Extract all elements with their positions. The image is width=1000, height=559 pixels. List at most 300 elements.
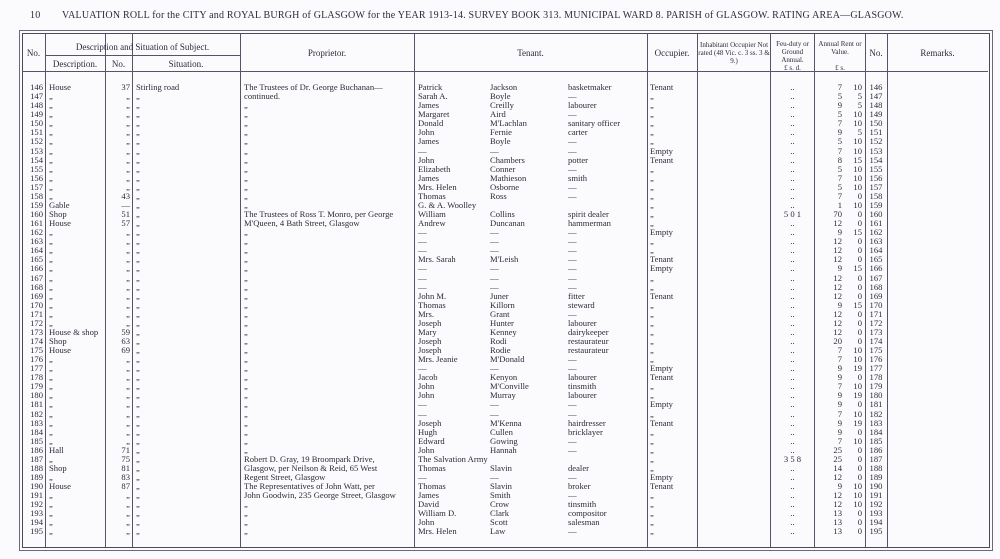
row-number-right: 151 [869, 127, 883, 138]
row-rent-shillings: 10 [853, 499, 862, 510]
row-rent-pounds: 7 [837, 408, 842, 419]
row-proprietor: „ [244, 363, 248, 374]
col-header-tenant: Tenant. [517, 48, 544, 58]
row-occupier: „ [650, 181, 654, 192]
row-rent-pounds: 25 [833, 453, 842, 464]
row-number-right: 152 [869, 136, 883, 147]
row-rent-shillings: 10 [853, 145, 862, 156]
row-house-number: „ [126, 390, 130, 401]
row-rent-shillings: 5 [857, 91, 862, 102]
row-rent-shillings: 5 [857, 100, 862, 111]
row-tenant-occupation: — [568, 263, 577, 274]
row-feu-duty: .. [790, 481, 795, 492]
row-tenant-surname: Crow [490, 499, 510, 510]
row-feu-duty: .. [790, 372, 795, 383]
row-situation: „ [136, 399, 140, 410]
row-tenant-first-name: William [418, 209, 446, 219]
row-number-right: 156 [869, 172, 883, 183]
row-tenant-first-name: Joseph [418, 345, 442, 355]
row-description: „ [49, 100, 53, 111]
col-header-proprietor: Proprietor. [307, 48, 347, 58]
row-proprietor: „ [244, 517, 248, 528]
row-number-right: 185 [869, 435, 883, 446]
row-description: House & shop [49, 326, 99, 337]
row-tenant-surname: Slavin [490, 462, 512, 473]
row-situation: „ [136, 517, 140, 528]
row-proprietor: „ [244, 172, 248, 183]
row-number: 154 [30, 154, 43, 165]
table-row [0, 219, 1000, 228]
row-situation: „ [136, 263, 140, 274]
row-tenant-first-name: — [418, 272, 427, 283]
row-tenant-occupation: — [568, 181, 577, 192]
row-tenant-surname: — [490, 145, 499, 156]
row-rent-shillings: 10 [853, 199, 862, 210]
row-proprietor: „ [244, 290, 248, 301]
row-description: Hall [49, 444, 64, 455]
col-header-no-right: No. [869, 48, 883, 58]
row-feu-duty: .. [790, 472, 795, 482]
row-rent-pounds: 12 [833, 308, 842, 319]
row-description: „ [49, 399, 53, 410]
row-tenant-surname: Conner [490, 163, 516, 174]
row-occupier: „ [650, 245, 654, 256]
row-number-right: 166 [869, 263, 883, 274]
row-situation: „ [136, 308, 140, 319]
row-number: 182 [30, 408, 43, 419]
row-tenant-first-name: Joseph [418, 336, 442, 346]
row-rent-shillings: 10 [853, 136, 862, 147]
row-house-number: „ [126, 372, 130, 383]
row-feu-duty: .. [790, 136, 795, 147]
row-situation: „ [136, 381, 140, 392]
row-tenant-surname: Ross [490, 190, 507, 201]
row-situation: „ [136, 336, 140, 346]
row-tenant-first-name: John [418, 381, 435, 392]
row-number-right: 169 [869, 290, 883, 301]
row-number: 150 [30, 118, 43, 129]
row-rent-shillings: 10 [853, 490, 862, 501]
row-tenant-first-name: John [418, 390, 435, 401]
row-tenant-first-name: Jacob [418, 372, 438, 383]
row-rent-pounds: 5 [837, 163, 842, 174]
row-house-number: „ [126, 308, 130, 319]
row-tenant-first-name: — [418, 408, 427, 419]
row-occupier: Tenant [650, 290, 674, 301]
row-number: 178 [30, 372, 43, 383]
row-tenant-first-name: Thomas [418, 481, 446, 492]
row-tenant-occupation: hammerman [568, 218, 611, 229]
row-tenant-occupation: smith [568, 172, 588, 183]
row-rent-pounds: 9 [837, 263, 842, 274]
row-number: 188 [30, 462, 43, 473]
row-rent-pounds: 7 [837, 82, 842, 92]
row-house-number: „ [126, 118, 130, 129]
row-description: „ [49, 227, 53, 238]
row-rent-pounds: 9 [837, 100, 842, 111]
row-tenant-surname: Clark [490, 508, 510, 519]
row-number-right: 171 [869, 308, 883, 319]
row-occupier: Tenant [650, 82, 674, 92]
row-rent-shillings: 10 [853, 109, 862, 120]
row-rent-shillings: 15 [853, 227, 862, 238]
row-tenant-surname: Murray [490, 390, 516, 401]
row-tenant-occupation: — [568, 272, 577, 283]
table-row [0, 400, 1000, 409]
row-tenant-surname: Creilly [490, 100, 514, 111]
col-header-rent: Annual Rent or Value. [818, 40, 862, 56]
row-number: 173 [30, 326, 43, 337]
row-tenant-surname: — [490, 399, 499, 410]
row-description: House [49, 82, 71, 92]
row-rent-shillings: 0 [857, 326, 862, 337]
row-number: 164 [30, 245, 43, 256]
row-description: „ [49, 145, 53, 156]
row-proprietor: „ [244, 336, 248, 346]
row-situation: „ [136, 199, 140, 210]
row-tenant-first-name: Andrew [418, 218, 446, 229]
row-house-number: 51 [121, 209, 130, 219]
row-feu-duty: 5 0 1 [783, 209, 802, 219]
row-house-number: „ [126, 245, 130, 256]
row-description: „ [49, 308, 53, 319]
row-description: Gable [49, 199, 70, 210]
row-number: 152 [30, 136, 43, 147]
row-proprietor: „ [244, 109, 248, 120]
table-row [0, 391, 1000, 400]
row-situation: „ [136, 326, 140, 337]
row-description: „ [49, 172, 53, 183]
row-rent-shillings: 0 [857, 245, 862, 256]
row-proprietor: „ [244, 354, 248, 365]
row-situation: Stirling road [136, 82, 180, 92]
row-rent-shillings: 10 [853, 354, 862, 365]
row-occupier: „ [650, 199, 654, 210]
row-occupier: Empty [650, 399, 673, 410]
row-tenant-first-name: Thomas [418, 462, 446, 473]
row-house-number: 81 [121, 462, 130, 473]
row-situation: „ [136, 472, 140, 482]
row-occupier: „ [650, 109, 654, 120]
row-tenant-occupation: — [568, 136, 577, 147]
row-occupier: Empty [650, 227, 673, 238]
row-tenant-surname: M'Donald [490, 354, 525, 365]
row-proprietor: „ [244, 100, 248, 111]
row-feu-duty: 3 5 8 [783, 453, 802, 464]
row-number-right: 175 [869, 345, 883, 355]
row-description: House [49, 218, 71, 229]
row-tenant-surname: Aird [490, 109, 506, 120]
row-tenant-first-name: Mrs. Helen [418, 181, 457, 192]
row-description: „ [49, 254, 53, 265]
row-rent-shillings: 0 [857, 517, 862, 528]
row-proprietor: „ [244, 190, 248, 201]
row-situation: „ [136, 499, 140, 510]
row-situation: „ [136, 435, 140, 446]
row-description: „ [49, 154, 53, 165]
row-tenant-first-name: — [418, 145, 427, 156]
group-rule [45, 55, 240, 56]
row-number-right: 179 [869, 381, 883, 392]
row-house-number: „ [126, 163, 130, 174]
row-situation: „ [136, 508, 140, 519]
row-rent-pounds: 12 [833, 236, 842, 247]
row-tenant-surname: Rodie [490, 345, 511, 355]
row-description: „ [49, 426, 53, 437]
row-house-number: „ [126, 109, 130, 120]
row-description: „ [49, 508, 53, 519]
table-row [0, 228, 1000, 237]
row-tenant-occupation: labourer [568, 390, 597, 401]
row-number: 148 [30, 100, 43, 111]
row-house-number: 87 [121, 481, 130, 492]
row-feu-duty: .. [790, 245, 795, 256]
row-proprietor: „ [244, 136, 248, 147]
row-proprietor: „ [244, 317, 248, 328]
row-rent-shillings: 0 [857, 308, 862, 319]
row-rent-shillings: 19 [853, 363, 862, 374]
col-header-situation: Situation. [168, 59, 204, 69]
row-rent-pounds: 5 [837, 91, 842, 102]
row-tenant-first-name: James [418, 490, 440, 501]
row-tenant-occupation: — [568, 399, 577, 410]
row-rent-shillings: 0 [857, 472, 862, 482]
row-house-number: „ [126, 381, 130, 392]
row-number: 167 [30, 272, 43, 283]
row-house-number: 57 [121, 218, 130, 229]
row-number: 192 [30, 499, 43, 510]
row-tenant-occupation: labourer [568, 372, 597, 383]
row-situation: „ [136, 254, 140, 265]
row-number-right: 154 [869, 154, 883, 165]
row-number: 170 [30, 299, 43, 310]
row-rent-shillings: 0 [857, 281, 862, 292]
row-occupier: „ [650, 345, 654, 355]
row-tenant-first-name: John [418, 127, 435, 138]
row-proprietor: „ [244, 145, 248, 156]
row-description: „ [49, 499, 53, 510]
row-feu-duty: .. [790, 190, 795, 201]
table-row [0, 274, 1000, 283]
row-number: 158 [30, 190, 43, 201]
row-tenant-surname: Fernie [490, 127, 512, 138]
row-feu-duty: .. [790, 354, 795, 365]
row-feu-duty: .. [790, 417, 795, 428]
row-house-number: „ [126, 354, 130, 365]
row-proprietor: „ [244, 236, 248, 247]
row-tenant-surname: — [490, 363, 499, 374]
row-feu-duty: .. [790, 526, 795, 537]
row-tenant-occupation: potter [568, 154, 589, 165]
row-tenant-occupation: — [568, 245, 577, 256]
row-feu-duty: .. [790, 91, 795, 102]
row-tenant-first-name: John [418, 444, 435, 455]
row-rent-shillings: 0 [857, 290, 862, 301]
row-occupier: „ [650, 326, 654, 337]
row-tenant-surname: — [490, 281, 499, 292]
row-tenant-surname: Duncanan [490, 218, 525, 229]
row-situation: „ [136, 154, 140, 165]
row-rent-shillings: 0 [857, 462, 862, 473]
row-rent-pounds: 13 [833, 508, 842, 519]
page-number: 10 [30, 10, 41, 21]
row-tenant-first-name: — [418, 236, 427, 247]
row-tenant-first-name: Mrs. Sarah [418, 254, 456, 265]
row-rent-pounds: 12 [833, 254, 842, 265]
row-rent-pounds: 5 [837, 109, 842, 120]
row-rent-shillings: 0 [857, 272, 862, 283]
row-feu-duty: .. [790, 145, 795, 156]
row-occupier: „ [650, 499, 654, 510]
row-occupier: „ [650, 272, 654, 283]
row-tenant-first-name: Joseph [418, 317, 442, 328]
row-description: „ [49, 354, 53, 365]
row-house-number: „ [126, 508, 130, 519]
row-number-right: 155 [869, 163, 883, 174]
row-tenant-surname: Grant [490, 308, 510, 319]
row-number: 172 [30, 317, 43, 328]
row-tenant-occupation: bricklayer [568, 426, 603, 437]
row-description: „ [49, 408, 53, 419]
row-house-number: „ [126, 399, 130, 410]
row-tenant-first-name: James [418, 136, 440, 147]
row-feu-duty: .. [790, 363, 795, 374]
row-situation: „ [136, 91, 140, 102]
row-rent-pounds: 7 [837, 354, 842, 365]
row-feu-duty: .. [790, 100, 795, 111]
row-number: 146 [30, 82, 43, 92]
row-situation: „ [136, 426, 140, 437]
row-tenant-first-name: Elizabeth [418, 163, 451, 174]
row-tenant-first-name: — [418, 399, 427, 410]
row-house-number: „ [126, 181, 130, 192]
row-situation: „ [136, 453, 140, 464]
row-tenant-first-name: Mrs. [418, 308, 434, 319]
row-description: Shop [49, 336, 67, 346]
row-tenant-occupation: — [568, 472, 577, 482]
row-rent-pounds: 9 [837, 363, 842, 374]
row-number-right: 182 [869, 408, 883, 419]
row-house-number: 75 [121, 453, 130, 464]
row-house-number: 37 [121, 82, 130, 92]
row-occupier: Empty [650, 263, 673, 274]
row-situation: „ [136, 345, 140, 355]
row-description: „ [49, 381, 53, 392]
row-feu-duty: .. [790, 435, 795, 446]
header-title: VALUATION ROLL for the CITY and ROYAL BURGH of GLASGOW for the YEAR 1913-14. SURVEY BOOK 313. MUNICIPAL WARD 8. PARISH of GLASGOW. RATING AREA—GLASGOW. [62, 10, 904, 21]
row-tenant-surname: Osborne [490, 181, 520, 192]
row-rent-pounds: 8 [837, 154, 842, 165]
row-number: 181 [30, 399, 43, 410]
row-number: 193 [30, 508, 43, 519]
table-row [0, 255, 1000, 264]
row-occupier: „ [650, 317, 654, 328]
row-number: 184 [30, 426, 43, 437]
row-house-number: „ [126, 526, 130, 537]
row-situation: „ [136, 172, 140, 183]
row-proprietor: „ [244, 263, 248, 274]
row-description: „ [49, 472, 53, 482]
row-proprietor: M'Queen, 4 Bath Street, Glasgow [244, 218, 360, 229]
row-description: House [49, 481, 71, 492]
row-rent-shillings: 0 [857, 209, 862, 219]
row-proprietor: „ [244, 127, 248, 138]
row-proprietor: „ [244, 299, 248, 310]
row-number-right: 184 [869, 426, 883, 437]
row-number-right: 178 [869, 372, 883, 383]
row-number: 157 [30, 181, 43, 192]
row-number: 186 [30, 444, 43, 455]
row-proprietor: „ [244, 154, 248, 165]
row-occupier: Tenant [650, 481, 674, 492]
row-situation: „ [136, 354, 140, 365]
row-number-right: 165 [869, 254, 883, 265]
row-tenant-occupation: restaurateur [568, 345, 609, 355]
row-rent-shillings: 0 [857, 190, 862, 201]
row-situation: „ [136, 100, 140, 111]
row-rent-shillings: 10 [853, 118, 862, 129]
col-header-feu: Feu-duty or Ground Annual. [776, 40, 809, 64]
row-tenant-occupation: — [568, 254, 577, 265]
row-house-number: „ [126, 100, 130, 111]
row-situation: „ [136, 417, 140, 428]
row-proprietor: Regent Street, Glasgow [244, 472, 326, 482]
row-proprietor: Robert D. Gray, 19 Broompark Drive, [244, 453, 375, 464]
row-occupier: „ [650, 172, 654, 183]
row-tenant-occupation: — [568, 435, 577, 446]
row-rent-shillings: 0 [857, 254, 862, 265]
row-rent-shillings: 0 [857, 426, 862, 437]
row-number-right: 161 [869, 218, 883, 229]
row-tenant-occupation: — [568, 308, 577, 319]
row-feu-duty: .. [790, 127, 795, 138]
row-house-number: 43 [121, 190, 130, 201]
row-tenant-first-name: Joseph [418, 417, 442, 428]
row-situation: „ [136, 363, 140, 374]
row-tenant-surname: Kenyon [490, 372, 518, 383]
row-tenant-occupation: — [568, 490, 577, 501]
table-row [0, 527, 1000, 536]
row-situation: „ [136, 163, 140, 174]
row-feu-duty: .. [790, 508, 795, 519]
row-rent-pounds: 12 [833, 218, 842, 229]
row-tenant-surname: M'Kenna [490, 417, 522, 428]
row-number-right: 194 [869, 517, 883, 528]
row-house-number: „ [126, 290, 130, 301]
row-number-right: 167 [869, 272, 883, 283]
row-number: 166 [30, 263, 43, 274]
row-rent-pounds: 20 [833, 336, 842, 346]
row-situation: „ [136, 218, 140, 229]
row-tenant-occupation: labourer [568, 317, 597, 328]
row-tenant-first-name: Thomas [418, 299, 446, 310]
row-number: 161 [30, 218, 43, 229]
row-feu-duty: .. [790, 444, 795, 455]
row-tenant-occupation: restaurateur [568, 336, 609, 346]
row-tenant-occupation: tinsmith [568, 381, 597, 392]
row-number: 151 [30, 127, 43, 138]
row-proprietor: „ [244, 508, 248, 519]
row-rent-pounds: 7 [837, 190, 842, 201]
row-rent-pounds: 7 [837, 172, 842, 183]
row-tenant-occupation: compositor [568, 508, 607, 519]
row-occupier: „ [650, 136, 654, 147]
row-house-number: „ [126, 136, 130, 147]
row-situation: „ [136, 136, 140, 147]
row-number: 189 [30, 472, 43, 482]
page-header [0, 8, 1000, 24]
row-proprietor: „ [244, 254, 248, 265]
